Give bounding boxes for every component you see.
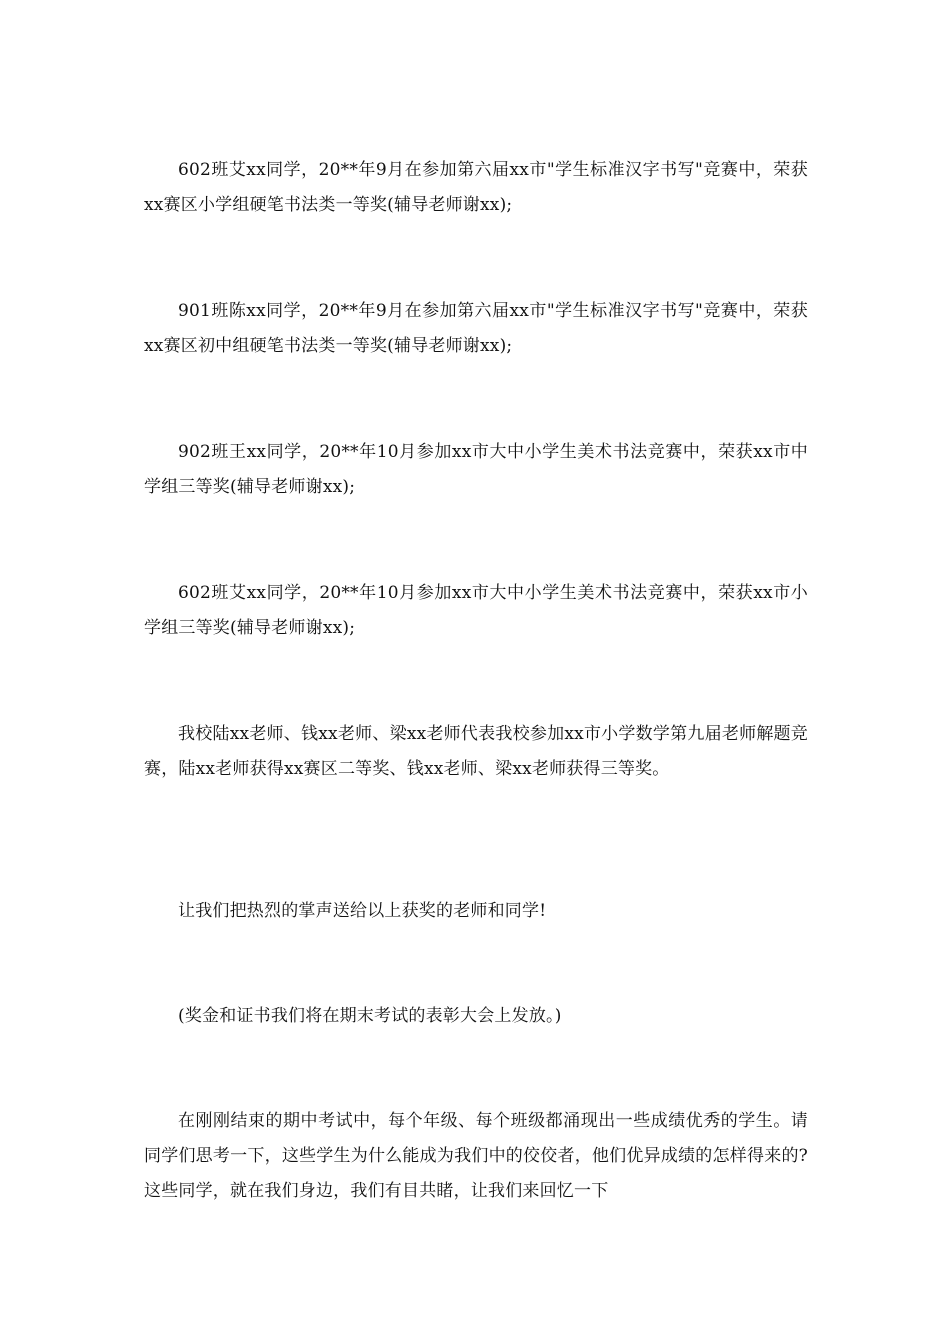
- paragraph-award-2: 901班陈xx同学，20**年9月在参加第六届xx市"学生标准汉字书写"竞赛中，荣获xx赛区初中组硬笔书法类一等奖(辅导老师谢xx);: [144, 301, 808, 356]
- paragraph-teacher-awards: 我校陆xx老师、钱xx老师、梁xx老师代表我校参加xx市小学数学第九届老师解题竞赛，陆xx老师获得xx赛区二等奖、钱xx老师、梁xx老师获得三等奖。: [144, 724, 808, 779]
- paragraph-prize-note: (奖金和证书我们将在期末考试的表彰大会上发放。): [178, 1006, 562, 1026]
- paragraph-midterm-exam: 在刚刚结束的期中考试中，每个年级、每个班级都涌现出一些成绩优秀的学生。请同学们思考一下，这些学生为什么能成为我们中的佼佼者，他们优异成绩的怎样得来的?这些同学，就在我们身边，我们有目共睹，让我们来回忆一下: [144, 1111, 808, 1201]
- paragraph-award-4: 602班艾xx同学，20**年10月参加xx市大中小学生美术书法竞赛中，荣获xx市小学组三等奖(辅导老师谢xx);: [144, 583, 808, 638]
- paragraph-applause: 让我们把热烈的掌声送给以上获奖的老师和同学!: [178, 901, 547, 921]
- paragraph-award-3: 902班王xx同学，20**年10月参加xx市大中小学生美术书法竞赛中，荣获xx市中学组三等奖(辅导老师谢xx);: [144, 442, 808, 497]
- paragraph-award-1: 602班艾xx同学，20**年9月在参加第六届xx市"学生标准汉字书写"竞赛中，荣获xx赛区小学组硬笔书法类一等奖(辅导老师谢xx);: [144, 160, 808, 215]
